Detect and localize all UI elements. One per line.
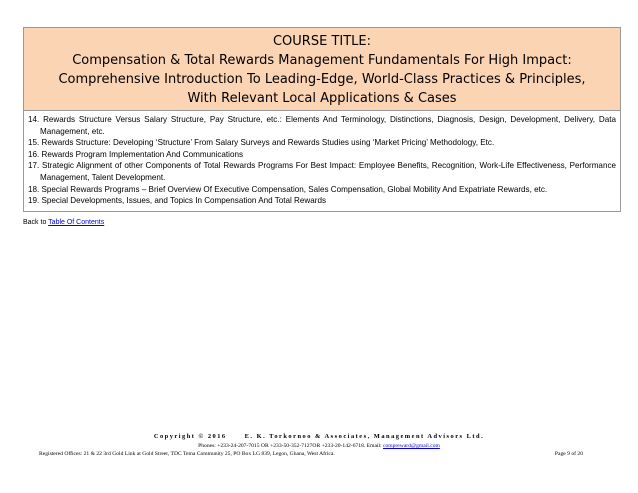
page-number: Page 9 of 20 — [554, 451, 583, 457]
topic-item: 17. Strategic Alignment of other Components of Total Rewards Programs For Best Impact: Employee Benefits, Recognition, Work-Life Effectiveness, Performance Management, Talent Development. — [28, 161, 616, 182]
company-name: E. K. Torkornoo & Associates, Management Advisors Ltd. — [244, 433, 485, 440]
topic-item: 15. Rewards Structure: Developing ‘Structure’ From Salary Surveys and Rewards Studies using ‘Market Pricing’ Methodology, Etc. — [28, 138, 495, 148]
course-title-line-3: With Relevant Local Applications & Cases — [187, 91, 457, 106]
course-title-header — [24, 28, 620, 111]
copyright-text: Copyright © 2016 — [153, 433, 227, 440]
course-topics-list — [24, 111, 620, 211]
course-title-heading: COURSE TITLE: — [272, 34, 371, 49]
page-footer — [0, 432, 638, 458]
table-of-contents-link[interactable]: Table Of Contents — [48, 219, 105, 226]
topic-item: 14. Rewards Structure Versus Salary Structure, Pay Structure, etc.: Elements And Terminology, Distinctions, Diagnosis, Design, Development, Delivery, Data Management, etc. — [28, 115, 616, 136]
email-link[interactable]: compreward@gmail.com — [383, 443, 440, 449]
topic-item: 18. Special Rewards Programs – Brief Overview Of Executive Compensation, Sales Compensation, Global Mobility And Expatriate Rewards, etc. — [28, 184, 548, 194]
back-to-toc — [23, 218, 104, 227]
footer-address-line — [39, 450, 599, 458]
course-title-line-1: Compensation & Total Rewards Management Fundamentals For High Impact: — [72, 53, 572, 68]
back-prefix: Back to — [23, 219, 49, 226]
footer-copyright-line — [0, 432, 638, 441]
footer-contact-line — [0, 442, 638, 450]
topic-item: 16. Rewards Program Implementation And Communications — [28, 149, 244, 159]
course-box — [23, 27, 621, 212]
phone-numbers: Phones: +233-24-207-7015 OR +233-50-352-7127OR +233-20-142-6718. Email: — [198, 443, 383, 449]
registered-offices: Registered Offices: 21 & 22 3rd Gold Link at Gold Street, TDC Tema Community 25, PO Box LG 839, Legon, Ghana, West Africa. — [39, 451, 335, 457]
topic-item: 19. Special Developments, Issues, and Topics In Compensation And Total Rewards — [28, 196, 326, 206]
course-title-line-2: Comprehensive Introduction To Leading-Edge, World-Class Practices & Principles, — [58, 72, 586, 87]
